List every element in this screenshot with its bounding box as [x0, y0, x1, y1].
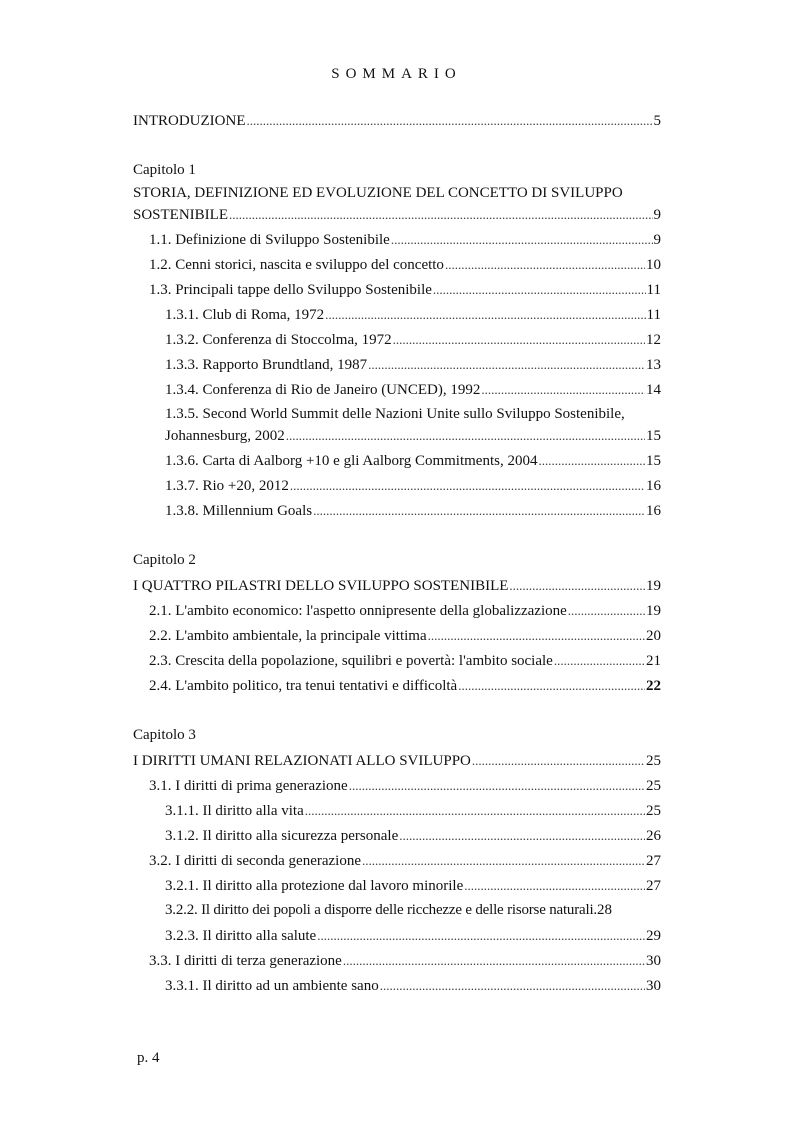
- dot-leader: [554, 648, 645, 673]
- toc-entry-2-3[interactable]: [133, 648, 661, 673]
- dot-leader: [368, 352, 645, 377]
- toc-entry-label: I QUATTRO PILASTRI DELLO SVILUPPO SOSTENIBILE: [133, 578, 509, 594]
- dot-leader: [428, 623, 645, 648]
- dot-leader: [391, 227, 653, 252]
- toc-entry-3-2-2[interactable]: [133, 898, 697, 923]
- toc-entry-1-3-4[interactable]: [133, 377, 661, 402]
- toc-entry-3-3[interactable]: [133, 948, 661, 973]
- chapter-1-title-line1[interactable]: STORIA, DEFINIZIONE ED EVOLUZIONE DEL CONCETTO DI SVILUPPO: [133, 185, 623, 201]
- toc-entry-1-3-6[interactable]: [133, 448, 661, 473]
- toc-entry-label: 1.3.2. Conferenza di Stoccolma, 1972: [165, 332, 392, 348]
- dot-leader: [509, 573, 645, 598]
- toc-entry-label: 3.2. I diritti di seconda generazione: [149, 853, 362, 869]
- toc-entry-2-2[interactable]: [133, 623, 661, 648]
- toc-page-number: 15: [646, 453, 661, 469]
- toc-page-number: 9: [653, 232, 661, 248]
- toc-page-number: 16: [646, 503, 661, 519]
- toc-entry-label: 3.1.1. Il diritto alla vita: [165, 803, 304, 819]
- dot-leader: [317, 923, 645, 948]
- toc-entry-label: 3.2.1. Il diritto alla protezione dal lavoro minorile: [165, 878, 464, 894]
- dot-leader: [380, 973, 645, 998]
- toc-entry-label: 2.4. L'ambito politico, tra tenui tentativi e difficoltà: [149, 678, 458, 694]
- toc-entry-1-1[interactable]: [133, 227, 661, 252]
- toc-entry-label: INTRODUZIONE: [133, 113, 246, 129]
- toc-entry-label: 3.1.2. Il diritto alla sicurezza personale: [165, 828, 399, 844]
- toc-page-number: 26: [646, 828, 661, 844]
- toc-entry-label: I DIRITTI UMANI RELAZIONATI ALLO SVILUPPO: [133, 753, 471, 769]
- dot-leader: [433, 277, 646, 302]
- toc-entry-3-2[interactable]: [133, 848, 661, 873]
- toc-page-number: 28: [596, 902, 612, 918]
- toc-page-number: 19: [646, 578, 661, 594]
- toc-entry-1-3[interactable]: [133, 277, 661, 302]
- toc-page-number: 19: [646, 603, 661, 619]
- dot-leader: [229, 204, 653, 225]
- toc-entry-label: 1.3.7. Rio +20, 2012: [165, 478, 289, 494]
- dot-leader: [290, 473, 645, 498]
- dot-leader: [393, 327, 645, 352]
- toc-entry-chapter-2[interactable]: [133, 573, 661, 598]
- toc-entry-label: Johannesburg, 2002: [165, 428, 285, 444]
- toc-page-number: 30: [646, 978, 661, 994]
- toc-page-number: 12: [646, 332, 661, 348]
- dot-leader: [325, 302, 645, 327]
- toc-entry-introduzione[interactable]: [133, 108, 661, 133]
- toc-page-number: 21: [646, 653, 661, 669]
- toc-page-number: 29: [646, 928, 661, 944]
- toc-page-number: 20: [646, 628, 661, 644]
- toc-entry-label: 1.2. Cenni storici, nascita e sviluppo del concetto: [149, 257, 444, 273]
- dot-leader: [399, 823, 645, 848]
- toc-entry-label: 2.2. L'ambito ambientale, la principale vittima: [149, 628, 427, 644]
- toc-entry-2-1[interactable]: [133, 598, 661, 623]
- dot-leader: [286, 425, 645, 446]
- toc-entry-1-3-2[interactable]: [133, 327, 661, 352]
- toc-entry-3-2-3[interactable]: [133, 923, 661, 948]
- dot-leader: [362, 848, 645, 873]
- toc-page-number: 14: [646, 382, 661, 398]
- toc-entry-label: 3.2.2. Il diritto dei popoli a disporre delle ricchezze e delle risorse naturali.: [165, 902, 597, 918]
- toc-entry-label: 2.1. L'ambito economico: l'aspetto onnipresente della globalizzazione: [149, 603, 567, 619]
- dot-leader: [481, 377, 645, 402]
- dot-leader: [538, 448, 645, 473]
- dot-leader: [464, 873, 645, 898]
- toc-entry-1-3-5[interactable]: [133, 425, 661, 448]
- dot-leader: [472, 748, 645, 773]
- toc-page-number: 25: [646, 803, 661, 819]
- dot-leader: [313, 498, 645, 523]
- toc-entry-label: 1.3.4. Conferenza di Rio de Janeiro (UNCED), 1992: [165, 382, 481, 398]
- dot-leader: [458, 673, 645, 698]
- table-of-contents: [133, 108, 661, 998]
- toc-entry-label: 1.3.3. Rapporto Brundtland, 1987: [165, 357, 368, 373]
- toc-page-number: 22: [646, 678, 661, 694]
- toc-entry-label: 2.3. Crescita della popolazione, squilibri e povertà: l'ambito sociale: [149, 653, 553, 669]
- toc-entry-label: 3.2.3. Il diritto alla salute: [165, 928, 317, 944]
- toc-page-number: 9: [653, 207, 661, 223]
- toc-entry-1-3-7[interactable]: [133, 473, 661, 498]
- toc-entry-label: 3.1. I diritti di prima generazione: [149, 778, 348, 794]
- toc-page-number: 5: [653, 113, 661, 129]
- dot-leader: [349, 773, 645, 798]
- toc-entry-label: 1.3.6. Carta di Aalborg +10 e gli Aalborg Commitments, 2004: [165, 453, 538, 469]
- toc-entry-1-3-5-line1[interactable]: 1.3.5. Second World Summit delle Nazioni Unite sullo Sviluppo Sostenibile,: [165, 406, 625, 422]
- toc-entry-label: 1.3. Principali tappe dello Sviluppo Sostenibile: [149, 282, 432, 298]
- toc-page-number: 27: [646, 853, 661, 869]
- toc-page-number: 25: [646, 778, 661, 794]
- toc-entry-3-1-1[interactable]: [133, 798, 661, 823]
- chapter-3-heading: Capitolo 3: [133, 727, 196, 743]
- toc-entry-2-4[interactable]: [133, 673, 661, 698]
- toc-page-number: 11: [646, 282, 661, 298]
- dot-leader: [246, 108, 652, 133]
- toc-entry-3-3-1[interactable]: [133, 973, 661, 998]
- toc-entry-label: 1.1. Definizione di Sviluppo Sostenibile: [149, 232, 390, 248]
- toc-entry-1-3-8[interactable]: [133, 498, 661, 523]
- dot-leader: [568, 598, 645, 623]
- page-title: SOMMARIO: [331, 66, 462, 82]
- toc-page-number: 13: [646, 357, 661, 373]
- page-number-footer: p. 4: [137, 1050, 160, 1066]
- toc-entry-label: 3.3.1. Il diritto ad un ambiente sano: [165, 978, 379, 994]
- toc-entry-chapter-1[interactable]: [133, 204, 661, 227]
- chapter-1-title-line2: SOSTENIBILE: [133, 207, 228, 223]
- dot-leader: [343, 948, 645, 973]
- toc-entry-3-1[interactable]: [133, 773, 661, 798]
- toc-entry-1-3-1[interactable]: [133, 302, 661, 327]
- toc-page-number: 11: [646, 307, 661, 323]
- toc-entry-1-3-3[interactable]: [133, 352, 661, 377]
- dot-leader: [305, 798, 645, 823]
- toc-entry-label: 1.3.8. Millennium Goals: [165, 503, 313, 519]
- toc-entry-3-2-1[interactable]: [133, 873, 661, 898]
- toc-entry-label: 1.3.1. Club di Roma, 1972: [165, 307, 325, 323]
- toc-page-number: 16: [646, 478, 661, 494]
- chapter-2-heading: Capitolo 2: [133, 552, 196, 568]
- toc-entry-label: 3.3. I diritti di terza generazione: [149, 953, 342, 969]
- toc-entry-3-1-2[interactable]: [133, 823, 661, 848]
- toc-page-number: 15: [646, 428, 661, 444]
- chapter-1-heading: Capitolo 1: [133, 162, 196, 178]
- dot-leader: [445, 252, 645, 277]
- toc-page-number: 30: [646, 953, 661, 969]
- toc-entry-1-2[interactable]: [133, 252, 661, 277]
- toc-page-number: 25: [646, 753, 661, 769]
- toc-page-number: 10: [646, 257, 661, 273]
- toc-entry-chapter-3[interactable]: [133, 748, 661, 773]
- toc-page-number: 27: [646, 878, 661, 894]
